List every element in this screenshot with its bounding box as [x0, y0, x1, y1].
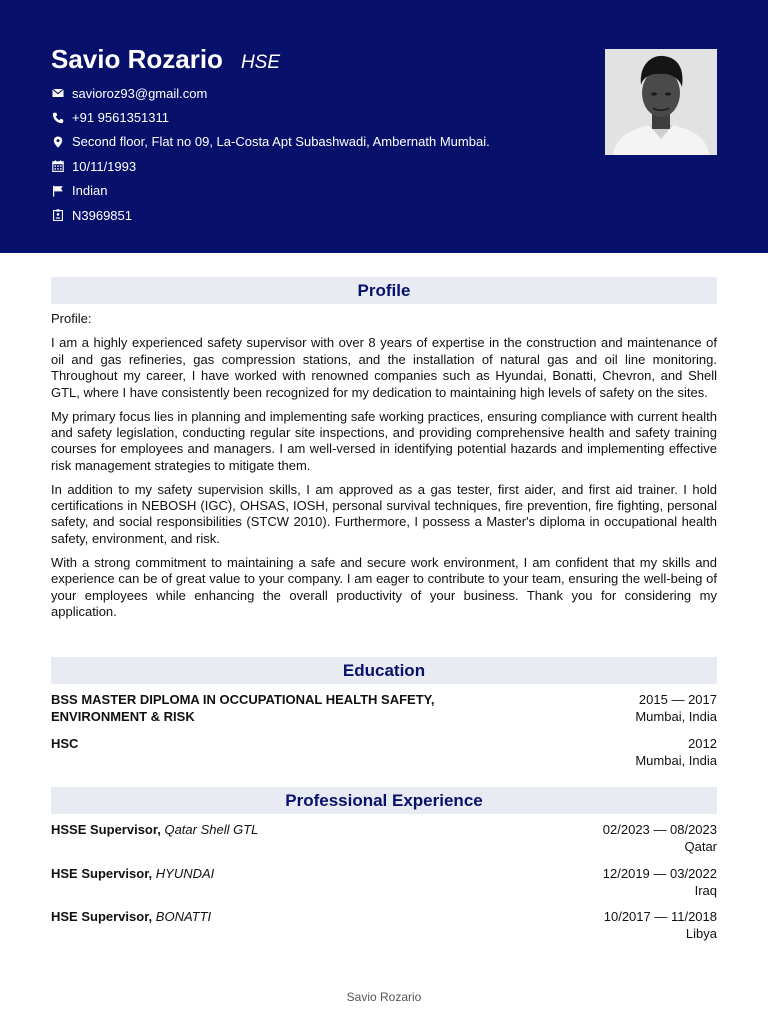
experience-meta [604, 909, 717, 942]
profile-paragraph: In addition to my safety supervision skills, I am approved as a gas tester, first aider, and first aid trainer. I hold certifications in NEBOSH (IGC), OHSAS, IOSH, personal survival techniques, fire prevention, fire fighting, personal safety, and social responsibilities (STCW 2010). Furthermore, I possess a Master's diploma in occupational health safety, environment, and risk. [51, 481, 717, 546]
education-meta [635, 692, 717, 725]
contact-nationality [51, 179, 490, 203]
id-card-icon [51, 209, 64, 222]
envelope-icon [51, 87, 64, 100]
profile-photo [605, 49, 717, 155]
education-degree: HSC [51, 736, 79, 751]
contact-address [51, 130, 490, 154]
education-section-heading: Education [51, 657, 717, 684]
experience-meta [603, 822, 717, 855]
experience-section-heading: Professional Experience [51, 787, 717, 814]
education-meta [635, 736, 717, 769]
contact-birthdate [51, 154, 490, 178]
education-dates: 2012 [688, 736, 717, 751]
experience-role [51, 909, 521, 926]
contact-email-text: savioroz93@gmail.com [72, 85, 208, 101]
profile-section-heading: Profile [51, 277, 717, 304]
experience-dates: 12/2019 — 03/2022 [602, 866, 717, 881]
profile-paragraph: I am a highly experienced safety supervisor with over 8 years of expertise in the construction and maintenance of oil and gas refineries, gas compression stations, and the installation of natural gas and oil line monitoring. Throughout my career, I have worked with renowned companies such as Hyundai, Bonatti, Chevron, and Shell GTL, where I have consistently been recognized for my dedication to maintaining high levels of safety on the sites. [51, 335, 717, 400]
phone-icon [51, 111, 64, 124]
experience-meta [603, 866, 717, 899]
experience-role [51, 822, 521, 839]
name-row [51, 44, 280, 75]
profile-paragraph: With a strong commitment to maintaining a safe and secure work environment, I am confident that my skills and experience can be of great value to your company. I am eager to contribute to your team, ensuring the well-being of your employees while enhancing the overall productivity of your business. Thank you for considering my application. [51, 554, 717, 619]
profile-section [51, 311, 717, 628]
candidate-name: Savio Rozario [51, 44, 223, 74]
experience-role [51, 866, 521, 883]
flag-icon [51, 184, 64, 197]
page-footer: Savio Rozario [346, 990, 422, 1004]
contact-passport [51, 203, 490, 227]
education-dates: 2015 — 2017 [638, 692, 717, 707]
contact-nationality-text: Indian [72, 183, 108, 199]
education-location: Mumbai, India [635, 752, 717, 768]
contact-address-text: Second floor, Flat no 09, La-Costa Apt Subashwadi, Ambernath Mumbai. [72, 134, 490, 150]
company-name: HYUNDAI [155, 866, 215, 881]
experience-dates: 02/2023 — 08/2023 [602, 822, 717, 837]
contact-phone [51, 105, 490, 129]
candidate-role: HSE [240, 52, 281, 73]
profile-paragraph: My primary focus lies in planning and implementing safe working practices, ensuring compliance with current health and safety legislation, conducting regular site inspections, and providing comprehensive health and safety training courses for employees and managers. I am well-versed in identifying potential hazards and implementing effective risk management strategies to mitigate them. [51, 408, 717, 473]
experience-location: Libya [685, 925, 717, 941]
job-title: HSE Supervisor, [51, 866, 153, 881]
calendar-icon [51, 160, 64, 173]
company-name: BONATTI [155, 909, 212, 924]
contact-email [51, 81, 490, 105]
experience-location: Iraq [694, 882, 717, 898]
experience-dates: 10/2017 — 11/2018 [603, 909, 717, 924]
company-name: Qatar Shell GTL [164, 822, 259, 837]
contact-passport-text: N3969851 [72, 207, 132, 223]
location-pin-icon [51, 135, 64, 148]
contact-phone-text: +91 9561351311 [72, 110, 169, 126]
education-degree: BSS MASTER DIPLOMA IN OCCUPATIONAL HEALTH SAFETY, ENVIRONMENT & RISK [51, 692, 435, 724]
resume-header [0, 0, 768, 253]
experience-location: Qatar [684, 838, 717, 854]
contact-birthdate-text: 10/11/1993 [72, 158, 137, 174]
job-title: HSSE Supervisor, [51, 822, 161, 837]
education-location: Mumbai, India [635, 708, 717, 724]
contact-list [51, 81, 490, 227]
job-title: HSE Supervisor, [51, 909, 153, 924]
profile-lead: Profile: [51, 311, 92, 326]
